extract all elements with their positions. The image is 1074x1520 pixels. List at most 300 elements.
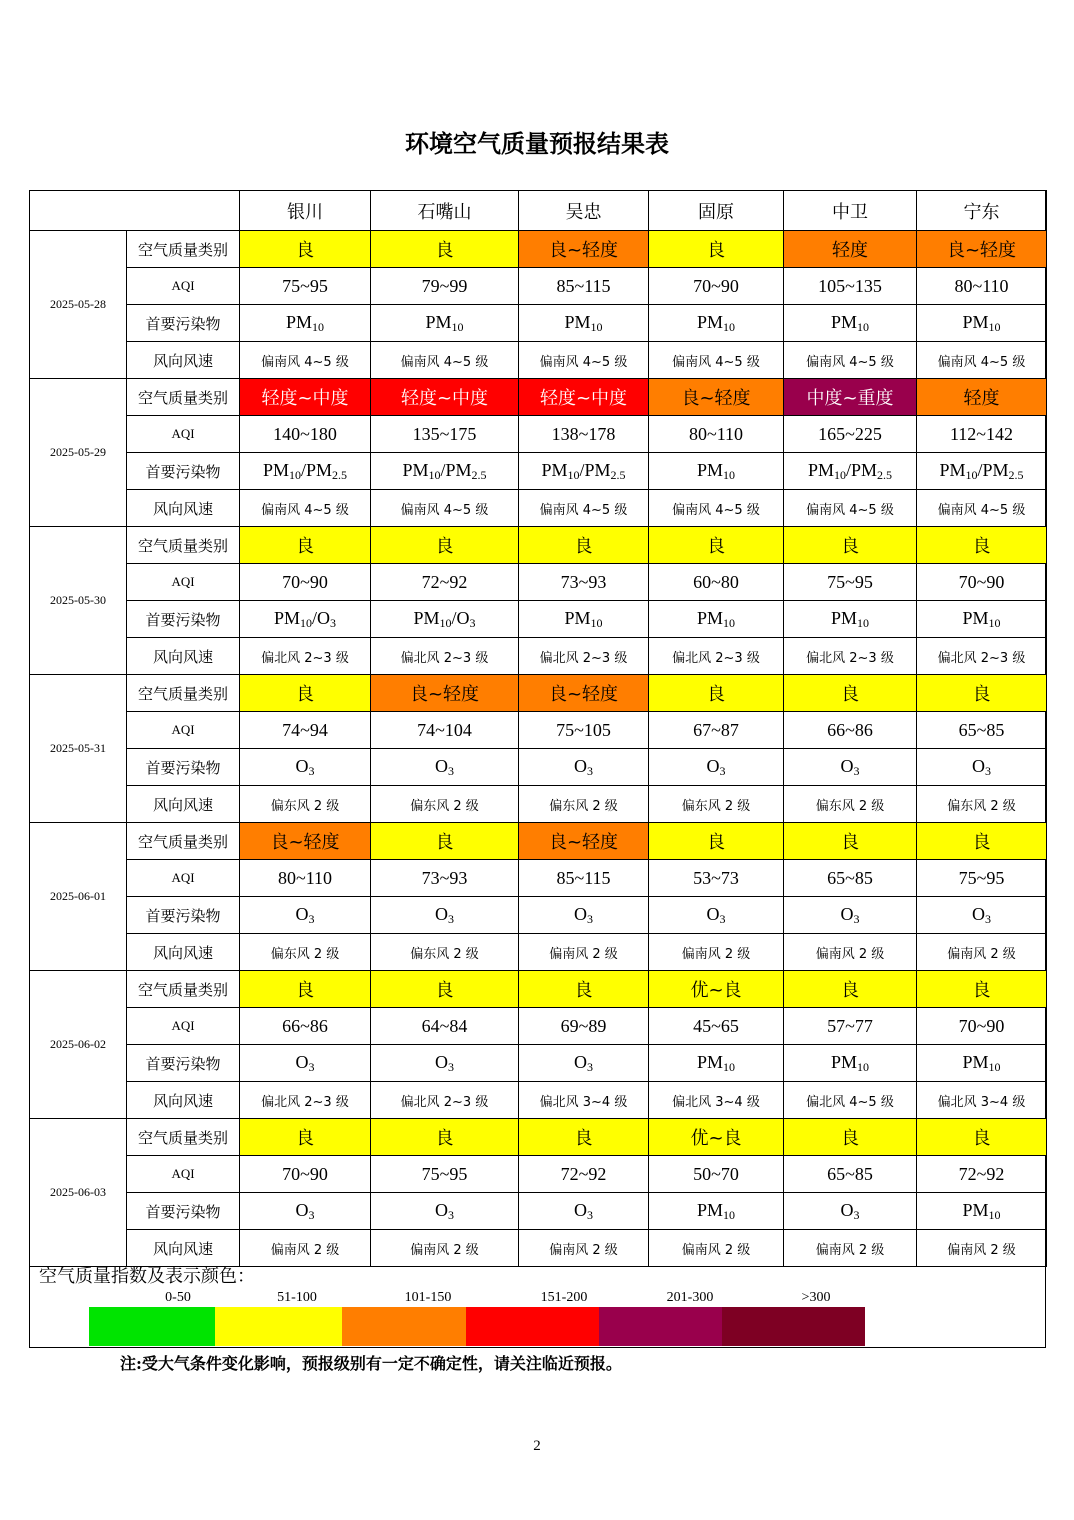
aqi-cell: 70~90 xyxy=(917,1008,1047,1045)
pollutant-row xyxy=(30,749,1047,786)
pollutant-name: PM xyxy=(564,311,591,332)
row-label: 首要污染物 xyxy=(127,749,240,786)
page-title: 环境空气质量预报结果表 xyxy=(405,129,669,158)
row-label: 风向风速 xyxy=(127,342,240,379)
aqi-cell: 65~85 xyxy=(784,1156,917,1193)
pollutant-subscript: 10 xyxy=(988,319,1001,334)
category-row xyxy=(30,379,1047,416)
row-label: 风向风速 xyxy=(127,490,240,527)
category-cell: 良 xyxy=(784,823,917,860)
wind-cell: 偏北风 2~3 级 xyxy=(519,638,649,675)
pollutant-cell xyxy=(917,453,1047,490)
row-label: AQI xyxy=(127,268,240,305)
pollutant-subscript: 3 xyxy=(587,763,593,778)
pollutant-name: /PM xyxy=(300,459,333,480)
wind-cell: 偏东风 2 级 xyxy=(784,786,917,823)
pollutant-cell xyxy=(917,305,1047,342)
corner-cell xyxy=(30,191,240,231)
pollutant-cell xyxy=(784,453,917,490)
aqi-row xyxy=(30,564,1047,601)
legend-swatch xyxy=(466,1307,599,1346)
wind-cell: 偏东风 2 级 xyxy=(371,934,519,971)
wind-cell: 偏南风 2 级 xyxy=(784,934,917,971)
city-header: 固原 xyxy=(649,191,784,231)
pollutant-name: O xyxy=(435,755,448,776)
wind-row xyxy=(30,490,1047,527)
pollutant-cell xyxy=(519,1045,649,1082)
legend-range-label: 51-100 xyxy=(277,1290,317,1305)
pollutant-subscript: 3 xyxy=(587,1059,593,1074)
row-label: AQI xyxy=(127,712,240,749)
row-label: 首要污染物 xyxy=(127,453,240,490)
wind-row xyxy=(30,342,1047,379)
pollutant-subscript: 3 xyxy=(448,1059,454,1074)
aqi-cell: 85~115 xyxy=(519,268,649,305)
pollutant-name: /PM xyxy=(845,459,878,480)
category-cell: 良 xyxy=(240,675,371,712)
pollutant-name: O xyxy=(840,1199,854,1220)
legend-title: 空气质量指数及表示颜色： xyxy=(39,1266,255,1287)
pollutant-cell xyxy=(519,749,649,786)
pollutant-name: O xyxy=(574,755,587,776)
pollutant-name: O xyxy=(574,1199,587,1220)
category-cell: 良~轻度 xyxy=(371,675,519,712)
pollutant-subscript: 2.5 xyxy=(610,467,626,482)
pollutant-subscript: 10 xyxy=(300,615,312,630)
pollutant-cell xyxy=(240,1045,371,1082)
pollutant-subscript: 10 xyxy=(723,1059,735,1074)
pollutant-name: O xyxy=(972,755,985,776)
aqi-cell: 57~77 xyxy=(784,1008,917,1045)
city-header: 宁东 xyxy=(917,191,1047,231)
category-cell: 良 xyxy=(371,231,519,268)
pollutant-cell xyxy=(240,897,371,934)
aqi-cell: 70~90 xyxy=(917,564,1047,601)
category-cell: 中度~重度 xyxy=(784,379,917,416)
row-label: 首要污染物 xyxy=(127,1193,240,1230)
pollutant-subscript: 3 xyxy=(308,911,315,926)
pollutant-subscript: 10 xyxy=(723,319,735,334)
row-label: 风向风速 xyxy=(127,786,240,823)
row-label: 空气质量类别 xyxy=(127,823,240,860)
pollutant-name: O xyxy=(295,755,309,776)
pollutant-cell xyxy=(519,601,649,638)
row-label: AQI xyxy=(127,416,240,453)
aqi-cell: 72~92 xyxy=(519,1156,649,1193)
category-row xyxy=(30,675,1047,712)
aqi-cell: 70~90 xyxy=(240,1156,371,1193)
pollutant-name: PM xyxy=(962,1051,989,1072)
pollutant-row xyxy=(30,305,1047,342)
aqi-cell: 105~135 xyxy=(784,268,917,305)
category-cell: 良 xyxy=(917,675,1047,712)
row-label: 空气质量类别 xyxy=(127,231,240,268)
row-label: 首要污染物 xyxy=(127,1045,240,1082)
aqi-row xyxy=(30,860,1047,897)
pollutant-name: O xyxy=(574,1051,587,1072)
legend-range-label: 101-150 xyxy=(404,1290,452,1305)
pollutant-subscript: 3 xyxy=(853,1207,860,1222)
pollutant-cell xyxy=(649,305,784,342)
aqi-cell: 80~110 xyxy=(917,268,1047,305)
forecast-table xyxy=(29,190,1047,1267)
pollutant-cell xyxy=(917,897,1047,934)
category-cell: 良 xyxy=(917,971,1047,1008)
pollutant-cell xyxy=(917,601,1047,638)
category-cell: 良~轻度 xyxy=(240,823,371,860)
pollutant-cell xyxy=(519,305,649,342)
aqi-cell: 65~85 xyxy=(917,712,1047,749)
row-label: 风向风速 xyxy=(127,1082,240,1119)
wind-cell: 偏南风 2 级 xyxy=(917,1230,1047,1267)
aqi-cell: 112~142 xyxy=(917,416,1047,453)
pollutant-name: PM xyxy=(285,311,312,332)
pollutant-subscript: 3 xyxy=(448,911,454,926)
pollutant-subscript: 3 xyxy=(985,911,991,926)
pollutant-cell xyxy=(917,1193,1047,1230)
wind-cell: 偏北风 3~4 级 xyxy=(917,1082,1047,1119)
category-cell: 良 xyxy=(649,527,784,564)
pollutant-subscript: 10 xyxy=(312,319,324,334)
row-label: 空气质量类别 xyxy=(127,527,240,564)
pollutant-subscript: 10 xyxy=(857,319,869,334)
aqi-cell: 138~178 xyxy=(519,416,649,453)
category-cell: 良~轻度 xyxy=(519,823,649,860)
category-cell: 优~良 xyxy=(649,971,784,1008)
wind-cell: 偏南风 2 级 xyxy=(371,1230,519,1267)
wind-row xyxy=(30,1230,1047,1267)
pollutant-name: PM xyxy=(696,1051,723,1072)
pollutant-name: PM xyxy=(273,607,300,628)
wind-cell: 偏南风 4~5 级 xyxy=(917,490,1047,527)
aqi-cell: 50~70 xyxy=(649,1156,784,1193)
pollutant-subscript: 3 xyxy=(587,1207,593,1222)
pollutant-name: PM xyxy=(696,1199,723,1220)
pollutant-cell xyxy=(784,1193,917,1230)
wind-cell: 偏东风 2 级 xyxy=(649,786,784,823)
wind-cell: 偏南风 2 级 xyxy=(649,1230,784,1267)
legend-swatch xyxy=(722,1307,865,1346)
pollutant-subscript: 10 xyxy=(723,467,735,482)
pollutant-cell xyxy=(784,897,917,934)
pollutant-cell xyxy=(371,305,519,342)
category-cell: 良 xyxy=(784,971,917,1008)
legend-swatch xyxy=(215,1307,342,1346)
pollutant-cell xyxy=(519,1193,649,1230)
pollutant-cell xyxy=(371,897,519,934)
aqi-row xyxy=(30,712,1047,749)
pollutant-subscript: 10 xyxy=(723,1207,735,1222)
pollutant-name: /PM xyxy=(440,459,472,480)
aqi-cell: 65~85 xyxy=(784,860,917,897)
pollutant-name: O xyxy=(435,1199,448,1220)
wind-cell: 偏南风 4~5 级 xyxy=(784,342,917,379)
pollutant-cell xyxy=(784,305,917,342)
wind-cell: 偏北风 3~4 级 xyxy=(519,1082,649,1119)
aqi-cell: 75~95 xyxy=(240,268,371,305)
aqi-cell: 135~175 xyxy=(371,416,519,453)
pollutant-name: O xyxy=(840,903,854,924)
row-label: AQI xyxy=(127,1008,240,1045)
pollutant-subscript: 10 xyxy=(988,1059,1001,1074)
pollutant-row xyxy=(30,601,1047,638)
pollutant-subscript: 2.5 xyxy=(1008,467,1024,482)
wind-cell: 偏北风 2~3 级 xyxy=(371,1082,519,1119)
aqi-cell: 73~93 xyxy=(371,860,519,897)
pollutant-name: PM xyxy=(262,459,289,480)
pollutant-row xyxy=(30,1193,1047,1230)
pollutant-cell xyxy=(240,453,371,490)
aqi-cell: 66~86 xyxy=(240,1008,371,1045)
pollutant-subscript: 3 xyxy=(985,763,991,778)
pollutant-cell xyxy=(649,601,784,638)
aqi-cell: 67~87 xyxy=(649,712,784,749)
pollutant-cell xyxy=(371,749,519,786)
category-cell: 良 xyxy=(917,823,1047,860)
pollutant-cell xyxy=(649,749,784,786)
aqi-cell: 140~180 xyxy=(240,416,371,453)
pollutant-name: /O xyxy=(451,607,470,628)
wind-row xyxy=(30,786,1047,823)
row-label: 空气质量类别 xyxy=(127,379,240,416)
aqi-cell: 165~225 xyxy=(784,416,917,453)
category-cell: 良 xyxy=(240,231,371,268)
pollutant-subscript: 3 xyxy=(308,763,315,778)
pollutant-cell xyxy=(240,1193,371,1230)
category-cell: 良 xyxy=(784,1119,917,1156)
pollutant-cell xyxy=(917,749,1047,786)
category-cell: 轻度~中度 xyxy=(519,379,649,416)
header-row xyxy=(30,191,1047,231)
aqi-cell: 75~95 xyxy=(784,564,917,601)
pollutant-name: O xyxy=(972,903,985,924)
aqi-cell: 70~90 xyxy=(649,268,784,305)
wind-cell: 偏南风 4~5 级 xyxy=(240,342,371,379)
aqi-cell: 64~84 xyxy=(371,1008,519,1045)
category-cell: 良 xyxy=(519,971,649,1008)
pollutant-subscript: 3 xyxy=(308,1059,315,1074)
legend-swatch xyxy=(342,1307,466,1346)
category-cell: 良~轻度 xyxy=(649,379,784,416)
pollutant-subscript: 10 xyxy=(857,615,869,630)
aqi-cell: 73~93 xyxy=(519,564,649,601)
pollutant-subscript: 10 xyxy=(590,615,603,630)
pollutant-subscript: 10 xyxy=(590,319,603,334)
pollutant-subscript: 2.5 xyxy=(877,467,893,482)
aqi-cell: 74~94 xyxy=(240,712,371,749)
wind-cell: 偏南风 4~5 级 xyxy=(784,490,917,527)
pollutant-subscript: 3 xyxy=(448,763,454,778)
category-row xyxy=(30,231,1047,268)
wind-cell: 偏南风 4~5 级 xyxy=(371,342,519,379)
wind-cell: 偏南风 4~5 级 xyxy=(649,490,784,527)
wind-cell: 偏北风 2~3 级 xyxy=(240,638,371,675)
date-cell: 2025-05-30 xyxy=(30,527,127,675)
category-cell: 良 xyxy=(649,231,784,268)
pollutant-cell xyxy=(649,453,784,490)
wind-cell: 偏南风 4~5 级 xyxy=(519,490,649,527)
pollutant-cell xyxy=(784,601,917,638)
category-cell: 良 xyxy=(519,527,649,564)
pollutant-cell xyxy=(784,1045,917,1082)
aqi-cell: 80~110 xyxy=(649,416,784,453)
pollutant-cell xyxy=(371,1193,519,1230)
pollutant-name: PM xyxy=(425,311,452,332)
pollutant-subscript: 10 xyxy=(965,467,978,482)
wind-cell: 偏东风 2 级 xyxy=(371,786,519,823)
pollutant-cell xyxy=(371,453,519,490)
pollutant-cell xyxy=(917,1045,1047,1082)
pollutant-subscript: 2.5 xyxy=(471,467,487,482)
pollutant-name: O xyxy=(295,1199,309,1220)
row-label: 风向风速 xyxy=(127,934,240,971)
legend-range-label: 201-300 xyxy=(666,1290,714,1305)
legend-range-label: >300 xyxy=(801,1290,831,1305)
row-label: 首要污染物 xyxy=(127,897,240,934)
aqi-cell: 75~95 xyxy=(371,1156,519,1193)
pollutant-row xyxy=(30,1045,1047,1082)
pollutant-cell xyxy=(371,1045,519,1082)
category-cell: 良 xyxy=(917,1119,1047,1156)
aqi-cell: 70~90 xyxy=(240,564,371,601)
row-label: 空气质量类别 xyxy=(127,1119,240,1156)
row-label: AQI xyxy=(127,564,240,601)
wind-cell: 偏北风 2~3 级 xyxy=(784,638,917,675)
pollutant-subscript: 10 xyxy=(439,615,452,630)
pollutant-subscript: 10 xyxy=(988,615,1001,630)
pollutant-subscript: 3 xyxy=(469,615,476,630)
wind-cell: 偏南风 4~5 级 xyxy=(240,490,371,527)
pollutant-name: PM xyxy=(830,311,857,332)
pollutant-name: PM xyxy=(696,459,723,480)
wind-cell: 偏南风 2 级 xyxy=(917,934,1047,971)
aqi-cell: 75~105 xyxy=(519,712,649,749)
date-cell: 2025-06-03 xyxy=(30,1119,127,1267)
category-cell: 良 xyxy=(240,527,371,564)
aqi-cell: 60~80 xyxy=(649,564,784,601)
wind-cell: 偏南风 2 级 xyxy=(649,934,784,971)
pollutant-name: O xyxy=(706,903,720,924)
pollutant-cell xyxy=(649,897,784,934)
pollutant-name: PM xyxy=(830,607,857,628)
pollutant-name: /PM xyxy=(579,459,611,480)
pollutant-subscript: 3 xyxy=(853,911,860,926)
pollutant-cell xyxy=(371,601,519,638)
category-cell: 良~轻度 xyxy=(917,231,1047,268)
pollutant-name: PM xyxy=(962,1199,989,1220)
wind-cell: 偏南风 2 级 xyxy=(784,1230,917,1267)
pollutant-name: /PM xyxy=(977,459,1009,480)
aqi-cell: 72~92 xyxy=(371,564,519,601)
row-label: 风向风速 xyxy=(127,1230,240,1267)
pollutant-name: PM xyxy=(962,311,989,332)
category-cell: 良~轻度 xyxy=(519,231,649,268)
category-cell: 优~良 xyxy=(649,1119,784,1156)
wind-cell: 偏北风 2~3 级 xyxy=(371,638,519,675)
category-cell: 良 xyxy=(371,1119,519,1156)
row-label: AQI xyxy=(127,860,240,897)
pollutant-subscript: 10 xyxy=(723,615,735,630)
pollutant-subscript: 10 xyxy=(833,467,846,482)
date-cell: 2025-06-02 xyxy=(30,971,127,1119)
city-header: 石嘴山 xyxy=(371,191,519,231)
pollutant-name: O xyxy=(574,903,587,924)
wind-cell: 偏南风 2 级 xyxy=(240,1230,371,1267)
pollutant-name: PM xyxy=(696,311,723,332)
pollutant-subscript: 10 xyxy=(567,467,580,482)
pollutant-cell xyxy=(519,453,649,490)
aqi-cell: 53~73 xyxy=(649,860,784,897)
row-label: 首要污染物 xyxy=(127,601,240,638)
aqi-row xyxy=(30,268,1047,305)
pollutant-cell xyxy=(519,897,649,934)
wind-cell: 偏东风 2 级 xyxy=(240,934,371,971)
wind-cell: 偏南风 4~5 级 xyxy=(917,342,1047,379)
pollutant-cell xyxy=(240,305,371,342)
pollutant-subscript: 10 xyxy=(288,467,301,482)
date-cell: 2025-05-28 xyxy=(30,231,127,379)
pollutant-name: PM xyxy=(413,607,440,628)
wind-cell: 偏南风 2 级 xyxy=(519,934,649,971)
category-cell: 良 xyxy=(784,527,917,564)
pollutant-subscript: 3 xyxy=(853,763,860,778)
category-cell: 良 xyxy=(371,823,519,860)
pollutant-name: PM xyxy=(830,1051,857,1072)
legend-range-label: 151-200 xyxy=(540,1290,588,1305)
aqi-cell: 69~89 xyxy=(519,1008,649,1045)
legend-swatch xyxy=(599,1307,722,1346)
wind-cell: 偏南风 2 级 xyxy=(519,1230,649,1267)
category-row xyxy=(30,823,1047,860)
pollutant-name: /O xyxy=(312,607,330,628)
date-cell: 2025-05-31 xyxy=(30,675,127,823)
aqi-cell: 85~115 xyxy=(519,860,649,897)
city-header: 吴忠 xyxy=(519,191,649,231)
pollutant-name: O xyxy=(435,1051,448,1072)
pollutant-subscript: 3 xyxy=(719,911,726,926)
aqi-cell: 80~110 xyxy=(240,860,371,897)
wind-cell: 偏北风 2~3 级 xyxy=(917,638,1047,675)
pollutant-subscript: 3 xyxy=(330,615,336,630)
category-cell: 良 xyxy=(371,971,519,1008)
pollutant-name: O xyxy=(295,903,309,924)
pollutant-cell xyxy=(240,601,371,638)
pollutant-name: PM xyxy=(541,459,568,480)
aqi-row xyxy=(30,1156,1047,1193)
pollutant-name: PM xyxy=(962,607,989,628)
date-cell: 2025-05-29 xyxy=(30,379,127,527)
pollutant-name: PM xyxy=(939,459,966,480)
wind-cell: 偏南风 4~5 级 xyxy=(371,490,519,527)
pollutant-name: PM xyxy=(807,459,834,480)
wind-cell: 偏东风 2 级 xyxy=(240,786,371,823)
pollutant-name: PM xyxy=(696,607,723,628)
pollutant-cell xyxy=(784,749,917,786)
row-label: 首要污染物 xyxy=(127,305,240,342)
category-cell: 良 xyxy=(240,971,371,1008)
forecast-note: 注:受大气条件变化影响，预报级别有一定不确定性，请关注临近预报。 xyxy=(120,1354,622,1373)
wind-cell: 偏北风 4~5 级 xyxy=(784,1082,917,1119)
pollutant-subscript: 3 xyxy=(308,1207,315,1222)
wind-cell: 偏南风 4~5 级 xyxy=(519,342,649,379)
wind-cell: 偏北风 2~3 级 xyxy=(649,638,784,675)
legend-range-label: 0-50 xyxy=(165,1290,191,1305)
category-cell: 良 xyxy=(649,823,784,860)
pollutant-name: O xyxy=(840,755,854,776)
category-cell: 轻度~中度 xyxy=(371,379,519,416)
category-row xyxy=(30,971,1047,1008)
pollutant-row xyxy=(30,897,1047,934)
